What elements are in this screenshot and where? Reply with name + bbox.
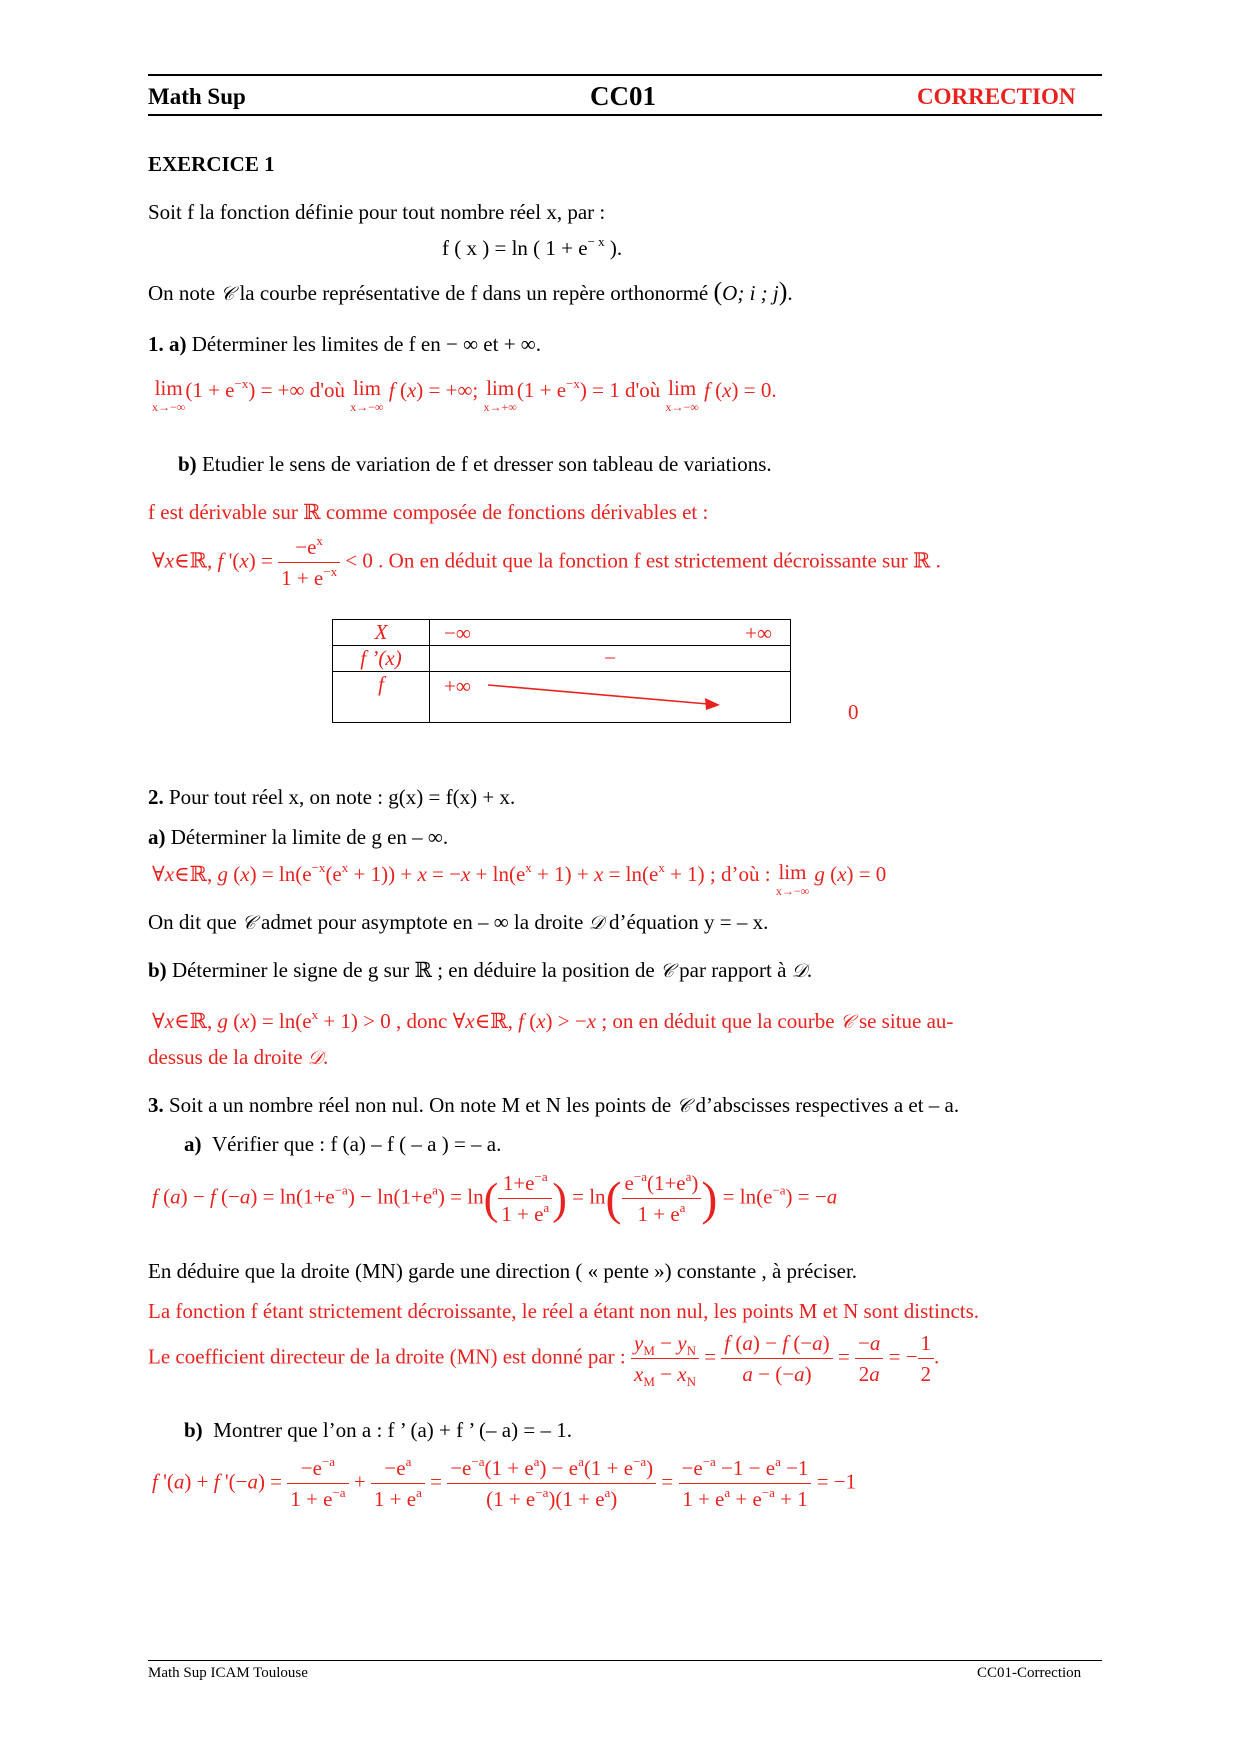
q2b-label: b) <box>148 958 167 982</box>
q2b-conc-1: , donc <box>396 1009 448 1033</box>
repere: ( <box>713 277 723 306</box>
q3a-formula: f (a) − f $(-a) = \ln(1+e^{-a}) - \ln(1+e^a) = \ln$( $\frac{1+e^{-a}}{1 + e^a}$ ) = ln( $\frac{e^{-a}(1+e^a)}{1 + e^a}$ ) = $\ln(e^{-a}) = -a$ <box>152 1169 838 1227</box>
q3-intro-num: 3. <box>148 1093 164 1117</box>
q1b <box>178 452 772 477</box>
header-center: CC01 <box>590 81 656 111</box>
intro-line3-start: On note <box>148 281 216 305</box>
q2-asym-1: On dit que <box>148 910 237 934</box>
q1b-text: Etudier le sens de variation de f et dresser son tableau de variations. <box>201 452 772 476</box>
vt-row1-left: −∞ <box>444 621 471 645</box>
vt-row3-label: f <box>333 672 430 723</box>
q2b-conclusion-2: dessus de la droite 𝒟. <box>148 1045 329 1069</box>
q2b: b) Déterminer le signe de g sur ℝ ; en déduire la position de 𝒞 par rapport à 𝒟. <box>148 958 813 982</box>
intro-line3: On note 𝒞 la courbe représentative de f dans un repère orthonormé (O; i ; j). <box>148 277 793 306</box>
footer-left: Math Sup ICAM Toulouse <box>148 1665 308 1681</box>
q1b-label: b) <box>178 452 197 476</box>
intro-formula-main: f ( x ) = ln ( 1 + e <box>442 236 588 260</box>
variation-table <box>332 619 859 724</box>
header-right: CORRECTION <box>917 84 1076 109</box>
q3b <box>184 1418 572 1443</box>
line-symbol: 𝒟 <box>791 960 807 982</box>
q3-red-text-1: La fonction f étant strictement décroissante, le réel a étant non nul, les points M et N sont distincts. <box>148 1299 980 1323</box>
q2-asym-3: d’équation y = – x. <box>609 910 769 934</box>
header-left: Math Sup <box>148 84 246 109</box>
q1a-text: Déterminer les limites de f en − ∞ et + ∞. <box>191 332 542 356</box>
curve-symbol: 𝒞 <box>220 283 235 305</box>
q2-intro-text: Pour tout réel x, on note : g(x) = f(x) + x. <box>169 785 516 809</box>
q2a-label: a) <box>148 825 166 849</box>
intro-formula <box>442 236 622 261</box>
q1a <box>148 332 541 357</box>
q3b-text: Montrer que l’on a : f ’ (a) + f ’ (– a) = – 1. <box>213 1418 572 1442</box>
q2-intro <box>148 785 515 810</box>
q3a-label: a) <box>184 1132 202 1156</box>
q2-intro-num: 2. <box>148 785 164 809</box>
curve-symbol: 𝒞 <box>241 912 256 934</box>
q2b-text-2: par rapport à <box>679 958 787 982</box>
line-symbol: 𝒟 <box>588 912 604 934</box>
q1a-limits: lim x→−∞ $(1 + e^{-x})$ = +∞ d'où lim x→−∞ f (x) = +∞; lim x→+∞ $(1 + e^{-x}) = 1$ d'où lim x→−∞ f (x) = 0. <box>152 376 777 414</box>
q3a-text: Vérifier que : f (a) – f ( – a ) = – a. <box>212 1132 502 1156</box>
intro-formula-end: ). <box>609 236 623 260</box>
q1b-deriv-conclusion: . On en déduit que la fonction f est strictement décroissante sur ℝ . <box>378 548 941 573</box>
vt-row2-sign: − <box>430 646 791 672</box>
intro-formula-exp: − x <box>587 234 605 249</box>
q3-intro-text-2: d’abscisses respectives a et – a. <box>695 1093 960 1117</box>
vt-row3-values <box>430 672 859 724</box>
q3b-formula: f '(a) + f '(−a) = $\frac{-e^{-a}}{1 + e^{-a}}$ + $\frac{-e^a}{1 + e^a}$ = $\frac{-e^{-a}(1 + e^a) - e^a(1 + e^{-a})}{(1 + e^{-a})(1 + e^a)}$ = $\frac{-e^{-a} -1 - e^a -1}{1 + e^a + e^{-a} + 1}$ = −1 <box>152 1454 857 1512</box>
q3-red-text-2: Le coefficient directeur de la droite (MN) est donné par : <box>148 1344 626 1369</box>
q3-intro-text-1: Soit a un nombre réel non nul. On note M et N les points de <box>169 1093 672 1117</box>
q2a-formula: ∀x∈ℝ, g $(x) = \ln(e^{-x}(e^x + 1)) + x = -x + \ln(e^x + 1) + x = \ln(e^x + 1)$ ; d’où : lim x→−∞ g (x) = 0 <box>152 860 887 898</box>
q3b-label: b) <box>184 1418 203 1442</box>
q2-asymptote <box>148 910 768 935</box>
line-symbol: 𝒟 <box>307 1047 323 1069</box>
curve-symbol: 𝒞 <box>660 960 674 982</box>
intro-line1: Soit f la fonction définie pour tout nombre réel x, par : <box>148 200 606 224</box>
vt-row2-label: f ’(x) <box>333 646 430 672</box>
q2b-conc-3: se situe au- <box>858 1009 954 1033</box>
curve-symbol: 𝒞 <box>839 1011 854 1033</box>
q3a <box>184 1132 501 1157</box>
intro-line3-mid: la courbe représentative de f dans un repère orthonormé <box>239 281 709 305</box>
vt-row1-right: +∞ <box>745 621 772 645</box>
exercise-title: EXERCICE 1 <box>148 152 275 176</box>
header-bottom-rule <box>148 114 1102 116</box>
vt-row3-end: 0 <box>848 700 859 724</box>
vt-row1-values <box>430 620 791 646</box>
curve-symbol: 𝒞 <box>676 1095 691 1117</box>
q1b-deriv-text: f est dérivable sur ℝ comme composée de fonctions dérivables et : <box>148 500 709 524</box>
q1a-num: 1. a) <box>148 332 187 356</box>
q3-intro <box>148 1093 959 1118</box>
q2-asym-2: admet pour asymptote en – ∞ la droite <box>261 910 584 934</box>
q2a-text: Déterminer la limite de g en – ∞. <box>170 825 449 849</box>
footer-right: CC01-Correction <box>977 1665 1082 1681</box>
q3-deduce: En déduire que la droite (MN) garde une direction ( « pente ») constante , à préciser. <box>148 1259 858 1283</box>
q2b-conc-2: ; on en déduit que la courbe <box>601 1009 835 1033</box>
q2a <box>148 825 448 850</box>
header-top-rule <box>148 74 1102 76</box>
q2b-conc-4: dessus de la droite <box>148 1045 303 1069</box>
vt-decrease-arrow <box>486 682 726 712</box>
vt-row3-start: +∞ <box>444 674 471 698</box>
q3-red-line-2: Le coefficient directeur de la droite (MN) est donné par : $\frac{y_M - y_N}{x_M - x_N}$ = $\frac{f (a) - f (-a)}{a - (-a)}$ = $\frac{-a}{2a}$ = − $\frac{1}{2}$ . <box>148 1331 940 1390</box>
q2b-text-1: Déterminer le signe de g sur ℝ ; en déduire la position de <box>171 958 655 982</box>
repere-text: O; i ; j <box>722 281 779 305</box>
footer-rule <box>148 1660 1102 1661</box>
vt-row1-label: X <box>333 620 430 646</box>
q2b-conclusion: ∀x∈ℝ, g $(x) = \ln(e^x + 1) > 0$ , donc ∀x∈ℝ, f (x) > −x ; on en déduit que la courbe 𝒞 se situe au- <box>152 1007 954 1033</box>
q1b-deriv-formula: ∀x∈ℝ, f '(x) = $\frac{-e^x}{1 + e^{-x}}$ < 0 . On en déduit que la fonction f est strictement décroissante sur ℝ . <box>152 533 941 591</box>
